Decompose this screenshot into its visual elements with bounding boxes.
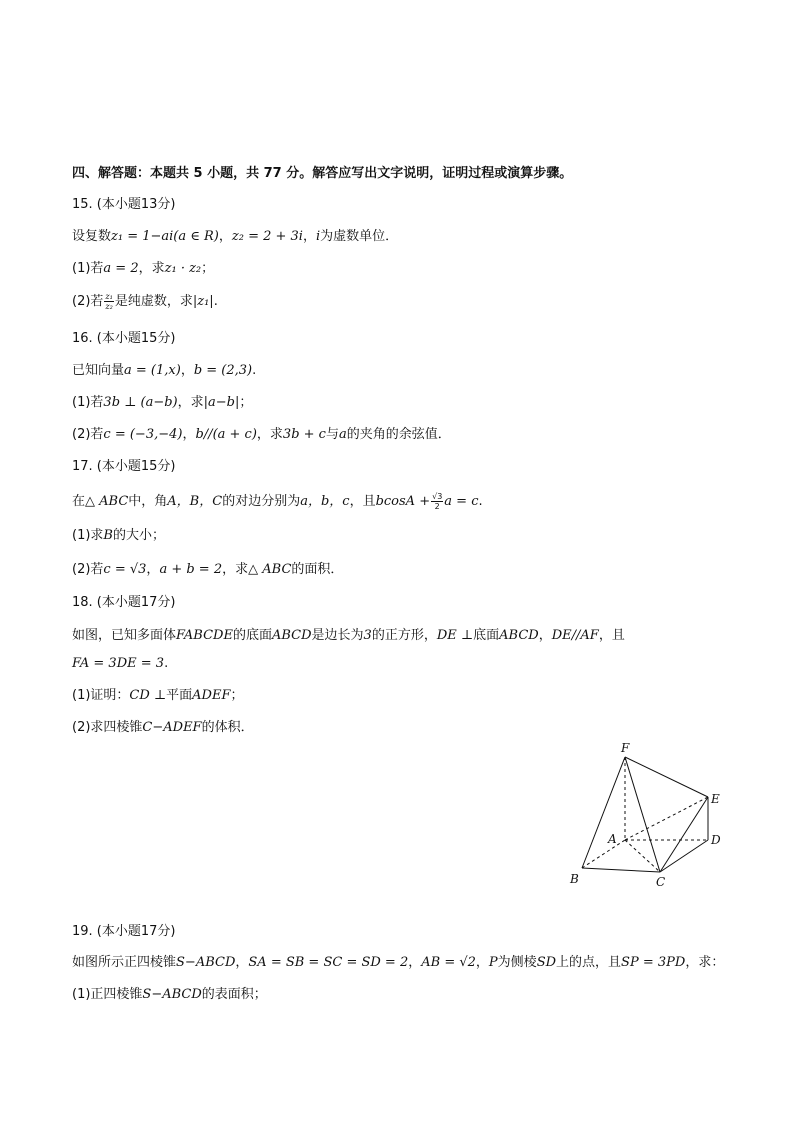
math-var: P [488, 955, 498, 970]
math-expr: z₁ · z₂ [164, 261, 202, 276]
math-cond: c = √3 [103, 562, 147, 577]
text: (1)正四棱锥 [72, 987, 143, 1002]
fraction-z1-z2 [104, 292, 113, 311]
math-eq: SP = 3PD [621, 955, 686, 970]
fraction-sqrt3-over-2 [431, 492, 443, 511]
math-eq: bcosA + [375, 494, 431, 509]
text: 的正方形， [371, 628, 437, 643]
fraction-denominator: 2 [434, 502, 440, 511]
problem-16-header: 16. (本小题15分) [72, 331, 176, 346]
text: . [213, 294, 218, 309]
text: 如图，已知多面体 [72, 628, 177, 643]
math-base: ABCD [499, 628, 539, 643]
vertex-label-E: E [711, 792, 720, 806]
math-eq: AB = √2 [421, 955, 476, 970]
text: 的底面 [232, 628, 272, 643]
math-z2-def: z₂ = 2 + 3i [231, 229, 303, 244]
math-cond: a = 2 [103, 261, 139, 276]
problem-17-part-1 [72, 527, 165, 545]
problem-17-part-2 [72, 561, 343, 579]
vertex-label-C: C [656, 875, 666, 889]
math-cond: b//(a + c) [195, 427, 257, 442]
text: (2)若 [72, 294, 104, 309]
text: ，求 [177, 395, 204, 410]
math-var: B [103, 528, 113, 543]
edge-AE [625, 797, 708, 840]
text: (2)若 [72, 562, 104, 577]
text: 平面 [166, 688, 193, 703]
problem-15-header: 15. (本小题13分) [72, 197, 176, 212]
text: 的大小； [112, 528, 165, 543]
text: ， [218, 229, 232, 244]
problem-15-part-2 [72, 292, 218, 311]
text: 上的点，且 [556, 955, 622, 970]
text: 设复数 [72, 229, 112, 244]
problem-18-part-2 [72, 719, 254, 737]
text: ，且 [598, 628, 625, 643]
math-z1-def: z₁ = 1−ai(a ∈ R) [111, 229, 219, 244]
text: 如图所示正四棱锥 [72, 955, 177, 970]
problem-19-header: 19. (本小题17分) [72, 924, 176, 939]
text: (2)若 [72, 427, 104, 442]
math-triangle: △ ABC [248, 562, 292, 577]
text: ，且 [349, 494, 376, 509]
edge-CD [660, 840, 708, 872]
text: 中，角 [128, 494, 168, 509]
problem-16-stem [72, 362, 256, 380]
math-expr: 3b + c [282, 427, 326, 442]
vertex-label-A: A [608, 832, 617, 846]
text: 底面 [473, 628, 500, 643]
text: ； [230, 688, 244, 703]
math-cond: a + b = 2 [159, 562, 223, 577]
text: ， [538, 628, 552, 643]
math-cond: c = (−3,−4) [103, 427, 183, 442]
fraction-numerator: √3 [432, 492, 443, 501]
problem-16-part-1 [72, 394, 252, 412]
section-heading: 四、解答题：本题共 5 小题，共 77 分。解答应写出文字说明，证明过程或演算步骤。 [72, 166, 573, 181]
text: 的体积． [201, 720, 254, 735]
text: ； [201, 261, 215, 276]
text: ， [235, 955, 249, 970]
text: (2)求四棱锥 [72, 720, 143, 735]
math-vector-a-def: a = (1,x) [124, 363, 181, 378]
math-cond: 3b ⊥ (a−b) [103, 395, 178, 410]
math-length: 3 [363, 628, 372, 643]
text: 在 [72, 494, 86, 509]
math-eq: SA = SB = SC = SD = 2 [248, 955, 409, 970]
text: . [478, 494, 483, 509]
math-edge: SD [536, 955, 557, 970]
text: . [252, 363, 257, 378]
problem-18-header: 18. (本小题17分) [72, 595, 176, 610]
text: 的夹角的余弦值． [346, 427, 451, 442]
text: (1)证明： [72, 688, 130, 703]
fraction-denominator: z₂ [105, 302, 113, 311]
math-perp: DE ⊥ [436, 628, 474, 643]
fraction-numerator: z₁ [105, 292, 113, 301]
vertex-label-F: F [621, 741, 630, 755]
math-polyhedron: FABCDE [176, 628, 233, 643]
text: ， [146, 562, 160, 577]
text: ，求 [256, 427, 283, 442]
text: ， [180, 363, 194, 378]
text: ，求： [685, 955, 725, 970]
text: ， [408, 955, 422, 970]
math-angles: A，B，C [167, 494, 223, 509]
math-sides: a，b，c [300, 494, 350, 509]
problem-18-part-1 [72, 687, 244, 705]
problem-18-stem-line-2 [72, 655, 168, 673]
math-eq: FA = 3DE = 3 [72, 656, 165, 671]
math-expr: C−ADEF [142, 720, 202, 735]
problem-19-stem [72, 954, 724, 972]
text: (1)若 [72, 395, 104, 410]
text: ，求 [222, 562, 249, 577]
math-vector-b-def: b = (2,3) [193, 363, 253, 378]
text: ， [302, 229, 316, 244]
text: ， [475, 955, 489, 970]
vertex-label-B: B [570, 872, 579, 886]
text: ，求 [138, 261, 165, 276]
math-pyramid: S−ABCD [176, 955, 236, 970]
problem-17-stem [72, 492, 483, 511]
problem-17-header: 17. (本小题15分) [72, 459, 176, 474]
vertex-label-D: D [711, 833, 721, 847]
math-eq: a = c [444, 494, 479, 509]
text: 是边长为 [311, 628, 364, 643]
math-expr: |z₁| [192, 294, 214, 309]
text: 的对边分别为 [222, 494, 301, 509]
problem-16-part-2 [72, 426, 451, 444]
edge-CE [660, 797, 708, 872]
math-parallel: DE//AF [551, 628, 599, 643]
text: . [164, 656, 169, 671]
problem-15-part-1 [72, 260, 214, 278]
edge-FE [625, 757, 708, 797]
edge-BA [582, 840, 625, 868]
math-expr: CD ⊥ [129, 688, 167, 703]
problem-18-stem [72, 627, 625, 645]
text: 为虚数单位． [320, 229, 399, 244]
text: 的面积． [291, 562, 344, 577]
problem-15-stem [72, 228, 398, 246]
polyhedron-figure [560, 735, 730, 890]
edge-FB [582, 757, 625, 868]
math-var: a [338, 427, 347, 442]
math-base: ABCD [271, 628, 312, 643]
math-triangle: △ ABC [85, 494, 129, 509]
text: ； [239, 395, 253, 410]
text: (1)求 [72, 528, 104, 543]
math-plane: ADEF [192, 688, 231, 703]
text: 与 [325, 427, 339, 442]
text: (1)若 [72, 261, 104, 276]
text: 的表面积； [201, 987, 267, 1002]
math-expr: |a−b| [203, 395, 240, 410]
text: 为侧棱 [497, 955, 537, 970]
text: 是纯虚数，求 [114, 294, 193, 309]
math-i: i [315, 229, 321, 244]
problem-19-part-1 [72, 986, 267, 1004]
edge-FC [625, 757, 660, 872]
math-expr: S−ABCD [142, 987, 202, 1002]
text: 已知向量 [72, 363, 125, 378]
text: ， [182, 427, 196, 442]
edge-BC [582, 868, 660, 872]
